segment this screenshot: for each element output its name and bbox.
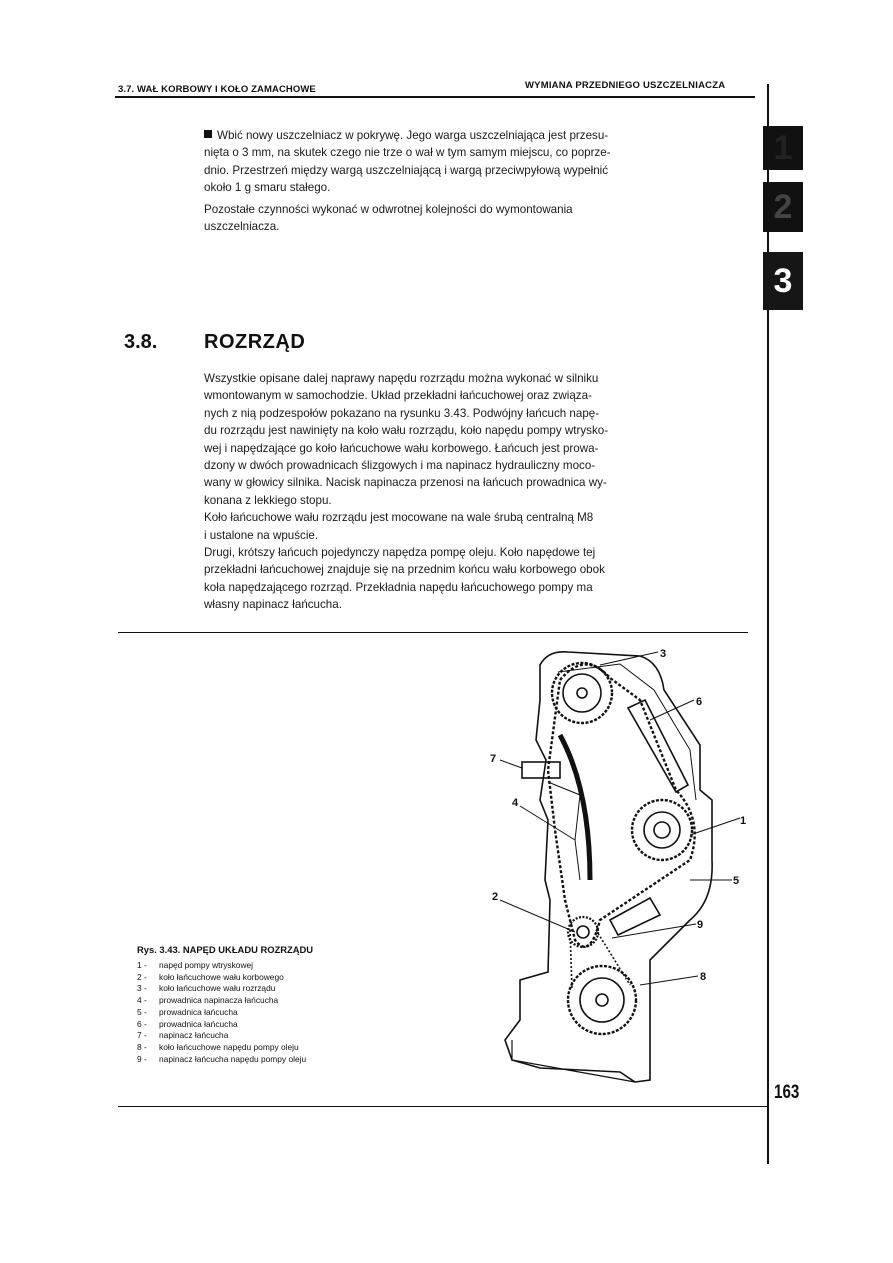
- intro-line: Wbić nowy uszczelniacz w pokrywę. Jego warga uszczelniająca jest przesu-: [204, 127, 674, 144]
- callout-8: 8: [700, 971, 707, 983]
- legend-item: 8 - koło łańcuchowe napędu pompy oleju: [137, 1041, 299, 1052]
- body-line: Koło łańcuchowe wału rozrządu jest mocowane na wale śrubą centralną M8: [204, 511, 594, 525]
- camshaft-sprocket: [552, 663, 612, 723]
- chapter-tab-3: 3: [763, 252, 803, 310]
- legend-item: 7 - napinacz łańcucha: [137, 1030, 229, 1041]
- callout-2: 2: [492, 891, 499, 903]
- chapter-tab-1: 1: [763, 126, 803, 170]
- camshaft-sprocket-hub: [563, 674, 601, 712]
- body-line: du rozrządu jest nawinięty na koło wału rozrządu, koło napędu pompy wtrysko-: [204, 424, 609, 438]
- page-number: 163: [774, 1082, 800, 1103]
- inner-casing-line: [548, 782, 580, 880]
- intro-line: dnio. Przestrzeń między wargą uszczelniającą i wargą przeciwpyłową wypełnić: [204, 163, 609, 177]
- body-line: konana z lekkiego stopu.: [204, 493, 332, 507]
- body-line: dzony w dwóch prowadnicach ślizgowych i ma napinacz hydrauliczny moco-: [204, 459, 596, 473]
- legend-item: 1 - napęd pompy wtryskowej: [137, 960, 254, 970]
- oil-pump-sprocket: [568, 966, 636, 1034]
- body-line: wej i napędzające go koło łańcuchowe wału korbowego. Łańcuch jest prowa-: [204, 441, 599, 455]
- oil-sump-edge: [512, 1040, 635, 1082]
- legend-item: 4 - prowadnica napinacza łańcucha: [137, 995, 279, 1006]
- legend-item: 3 - koło łańcuchowe wału rozrządu: [137, 983, 276, 994]
- body-line: i ustalone na wpuście.: [204, 528, 319, 542]
- body-line: wany w głowicy silnika. Nacisk napinacza przenosi na łańcuch prowadnica wy-: [204, 476, 607, 490]
- crankshaft-sprocket: [568, 917, 598, 947]
- footer-rule: [118, 1106, 768, 1107]
- callout-9: 9: [697, 919, 704, 931]
- callout-5: 5: [733, 875, 740, 887]
- tensioner-guide: [560, 735, 590, 880]
- callout-4: 4: [512, 797, 519, 809]
- body-line: Drugi, krótszy łańcuch pojedynczy napędza pompę oleju. Koło napędowe tej: [204, 546, 596, 560]
- running-header-section: 3.7. WAŁ KORBOWY I KOŁO ZAMACHOWE: [118, 84, 316, 95]
- intro-line: uszczelniacza.: [204, 220, 280, 234]
- section-title: ROZRZĄD: [204, 331, 306, 353]
- callout-7: 7: [490, 753, 497, 765]
- figure-caption: Rys. 3.43. NAPĘD UKŁADU ROZRZĄDU: [137, 944, 314, 955]
- callout-6: 6: [696, 696, 703, 708]
- callout-3: 3: [660, 648, 667, 660]
- body-line: koła napędzającego rozrząd. Przekładnia napędu łańcuchowego pompy ma: [204, 580, 593, 594]
- section-number: 3.8.: [124, 331, 158, 353]
- body-line: wmontowanym w samochodzie. Układ przekładni łańcuchowej oraz związa-: [204, 389, 592, 403]
- chain-guide-lower: [610, 898, 660, 935]
- chapter-tab-2: 2: [763, 182, 803, 232]
- legend-item: 2 - koło łańcuchowe wału korbowego: [137, 971, 284, 982]
- body-line: Wszystkie opisane dalej naprawy napędu rozrządu można wykonać w silniku: [204, 372, 599, 385]
- body-line: nych z nią podzespołów pokazano na rysunku 3.43. Podwójny łańcuch napę-: [204, 406, 600, 420]
- intro-line: Pozostałe czynności wykonać w odwrotnej kolejności do wymontowania: [204, 202, 573, 216]
- legend-item: 9 - napinacz łańcucha napędu pompy oleju: [137, 1053, 307, 1064]
- callout-1: 1: [740, 815, 747, 827]
- chain-tensioner: [522, 762, 560, 778]
- body-line: przekładni łańcuchowej znajduje się na przednim końcu wału korbowego obok: [204, 563, 605, 577]
- oil-pump-chain: [570, 930, 630, 990]
- running-header-topic: WYMIANA PRZEDNIEGO USZCZELNIACZA: [525, 80, 726, 91]
- legend-item: 6 - prowadnica łańcucha: [137, 1018, 238, 1029]
- intro-line: nięta o 3 mm, na skutek czego nie trze o wał w tym samym miejscu, co poprze-: [204, 146, 611, 160]
- legend-item: 5 - prowadnica łańcucha: [137, 1006, 238, 1017]
- injection-pump-sprocket: [632, 800, 692, 860]
- figure-legend: [137, 960, 306, 1065]
- intro-line: około 1 g smaru stałego.: [204, 181, 331, 195]
- body-line: własny napinacz łańcucha.: [204, 598, 342, 612]
